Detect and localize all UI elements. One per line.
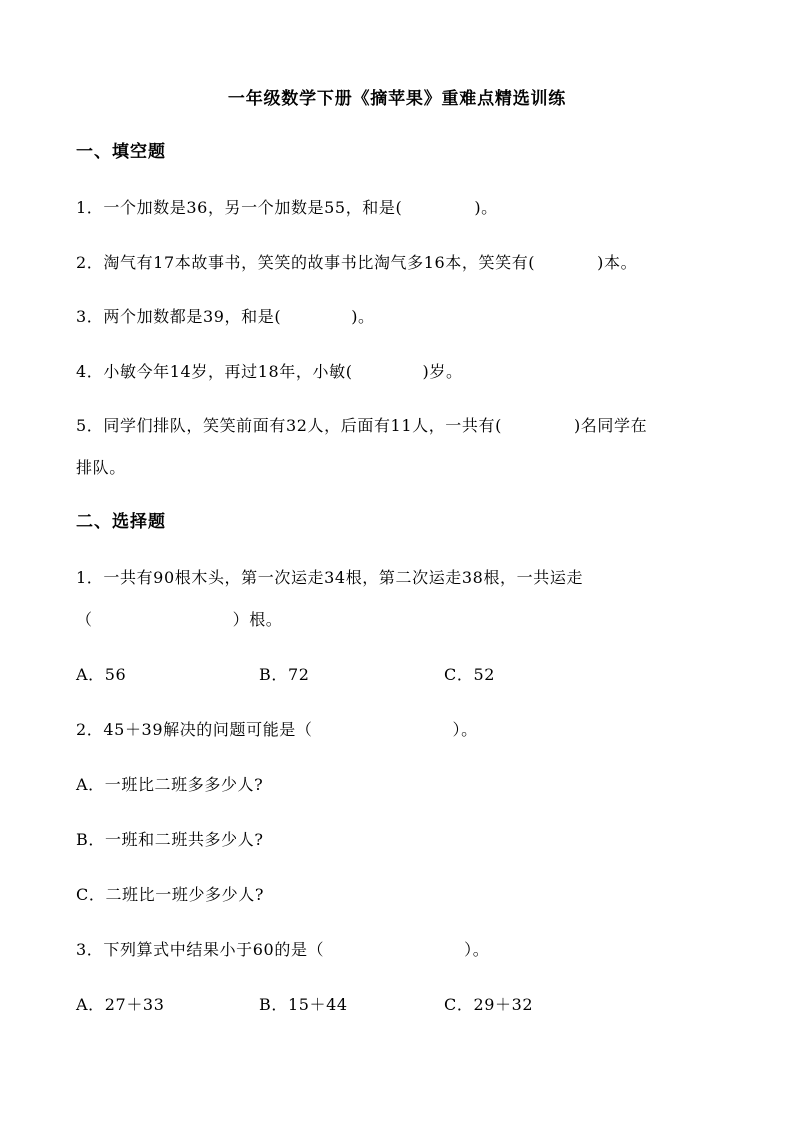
- question-text-end: )。: [474, 198, 498, 217]
- choice-question-1-blank-line: [76, 610, 282, 630]
- question-text: 3．两个加数都是39，和是(: [76, 307, 282, 326]
- fill-question-2: [76, 253, 637, 273]
- fill-question-3: [76, 307, 375, 327]
- option-b[interactable]: B．72: [259, 665, 310, 684]
- question-text: 5．同学们排队，笑笑前面有32人，后面有11人，一共有(: [76, 416, 502, 435]
- question-text-end: ）。: [464, 940, 490, 959]
- fill-question-1: [76, 198, 498, 218]
- page-title: 一年级数学下册《摘苹果》重难点精选训练: [227, 89, 567, 109]
- choice-question-2: [76, 720, 478, 740]
- section-heading-multiple-choice: 二、选择题: [76, 512, 166, 532]
- question-text: 3．下列算式中结果小于60的是（: [76, 940, 325, 959]
- option-c[interactable]: C．52: [444, 665, 496, 684]
- paren-close: ）根。: [232, 610, 283, 629]
- question-text: 4．小敏今年14岁，再过18年，小敏(: [76, 362, 353, 381]
- question-text-end: )。: [351, 307, 375, 326]
- option-a[interactable]: A．一班比二班多多少人?: [76, 775, 264, 794]
- fill-question-5: [76, 416, 647, 436]
- question-text-end: )岁。: [422, 362, 463, 381]
- option-c[interactable]: C．二班比一班少多少人?: [76, 885, 265, 904]
- question-text: 2．45＋39解决的问题可能是（: [76, 720, 313, 739]
- question-text-end: ）。: [452, 720, 478, 739]
- fill-question-5-continued: 排队。: [76, 458, 126, 477]
- option-a[interactable]: A．27＋33: [76, 995, 165, 1014]
- question-text: 1．一个加数是36，另一个加数是55，和是(: [76, 198, 403, 217]
- option-b[interactable]: B．15＋44: [259, 995, 348, 1014]
- paren-open: （: [76, 610, 93, 629]
- choice-question-1: 1．一共有90根木头，第一次运走34根，第二次运走38根，一共运走: [76, 568, 584, 587]
- choice-question-3: [76, 940, 489, 960]
- fill-question-4: [76, 362, 463, 382]
- question-text-end: )本。: [597, 253, 638, 272]
- section-heading-fill-blank: 一、填空题: [76, 142, 166, 162]
- option-b[interactable]: B．一班和二班共多少人?: [76, 830, 264, 849]
- question-text-end: )名同学在: [573, 416, 648, 435]
- question-text: 2．淘气有17本故事书，笑笑的故事书比淘气多16本，笑笑有(: [76, 253, 536, 272]
- option-c[interactable]: C．29＋32: [444, 995, 534, 1014]
- option-a[interactable]: A．56: [76, 665, 127, 684]
